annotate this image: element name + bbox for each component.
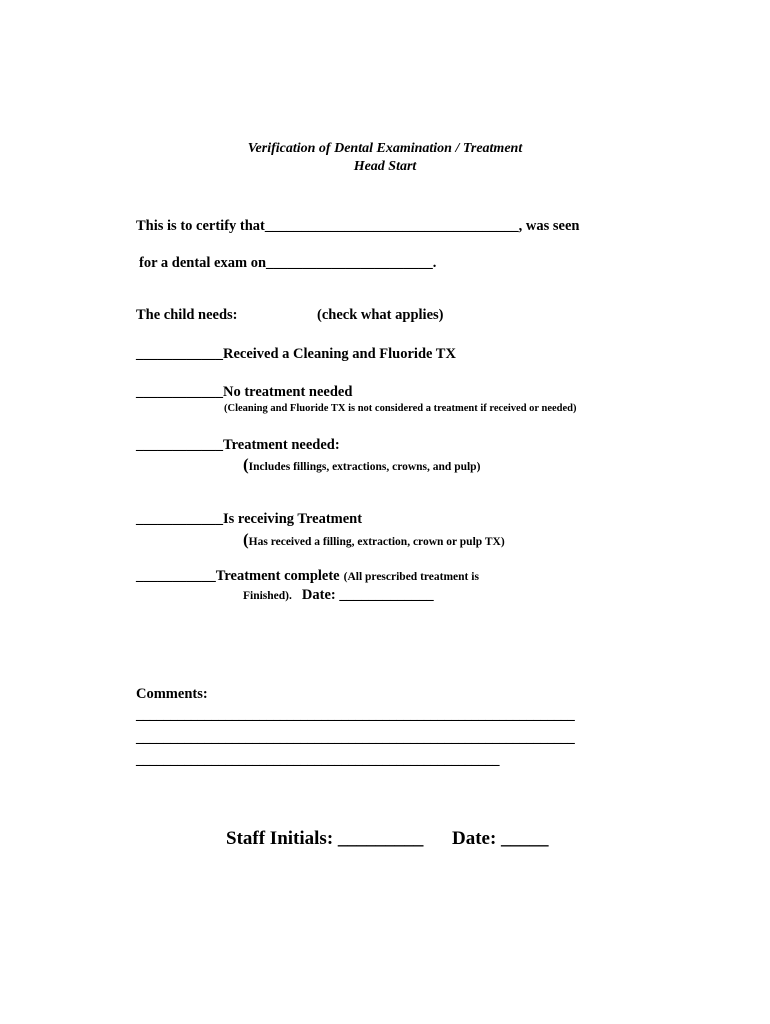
note-text: Includes fillings, extractions, crowns, and pulp)	[248, 461, 481, 473]
exam-date-line: for a dental exam on_______________________.	[139, 255, 437, 271]
check-applies-label: (check what applies)	[317, 307, 444, 323]
comment-line: ________________________________________________________________	[136, 730, 575, 746]
document-title: Verification of Dental Examination / Treatment	[247, 141, 523, 156]
staff-date: Date: _____	[452, 828, 549, 849]
checklist-item-receiving-treatment	[136, 511, 362, 528]
check-blank: ____________	[136, 437, 223, 453]
staff-initials: Staff Initials: _________	[226, 828, 424, 849]
check-blank: ____________	[136, 511, 223, 527]
item-note	[243, 455, 480, 475]
item-label: Received a Cleaning and Fluoride TX	[223, 346, 456, 362]
item-note	[243, 530, 505, 550]
certify-line: This is to certify that___________________________________, was seen	[136, 218, 580, 234]
note-open-paren: (	[243, 530, 249, 549]
item-label: Treatment complete	[215, 568, 340, 584]
item-label: No treatment needed	[223, 384, 353, 400]
item-label: Is receiving Treatment	[223, 511, 363, 527]
checklist-item-treatment-complete	[136, 567, 479, 585]
item-note-continued	[243, 586, 434, 604]
note-text: Finished).	[243, 590, 292, 602]
item-note: (Cleaning and Fluoride TX is not considered a treatment if received or needed)	[224, 403, 577, 414]
check-blank: ____________	[136, 384, 223, 400]
document-subtitle: Head Start	[353, 159, 417, 174]
check-blank: ____________	[136, 346, 223, 362]
note-open-paren: (	[243, 455, 249, 474]
checklist-item-no-treatment	[136, 384, 352, 401]
comment-line: ________________________________________________________________	[136, 707, 575, 723]
checklist-item-treatment-needed	[136, 437, 340, 454]
checklist-item-cleaning	[136, 346, 456, 363]
child-needs-label: The child needs:	[136, 307, 238, 323]
note-text: Has received a filling, extraction, crown or pulp TX)	[248, 536, 505, 548]
item-note: (All prescribed treatment is	[343, 571, 479, 583]
check-blank: ___________	[136, 568, 216, 584]
comments-label: Comments:	[136, 686, 208, 702]
complete-date: Date: _____________	[301, 587, 434, 603]
item-label: Treatment needed:	[223, 437, 340, 453]
comment-line: _____________________________________________________	[136, 752, 500, 768]
